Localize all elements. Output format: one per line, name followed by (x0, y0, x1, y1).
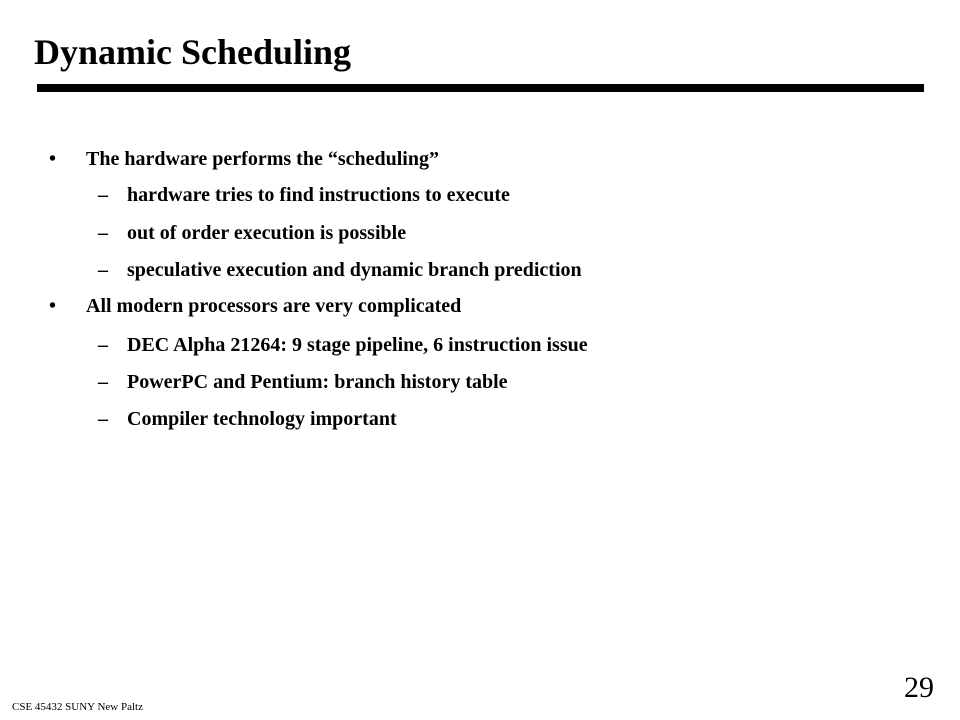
sub-point-speculative-execution (98, 258, 582, 282)
sub-point-find-instructions (98, 183, 510, 207)
sub-point-dec-alpha (98, 333, 588, 357)
bullet-point-modern-processors (49, 294, 462, 318)
slide-number: 29 (904, 671, 934, 704)
sub-point-text: out of order execution is possible (127, 222, 407, 244)
bullet-marker: • (49, 148, 57, 170)
course-footer: CSE 45432 SUNY New Paltz (12, 701, 143, 713)
sub-point-text: speculative execution and dynamic branch prediction (127, 259, 582, 281)
slide-title: Dynamic Scheduling (34, 32, 352, 72)
sub-point-compiler-technology (98, 407, 397, 431)
dash-marker: – (98, 371, 108, 393)
sub-point-powerpc-pentium (98, 370, 508, 394)
dash-marker: – (98, 259, 108, 281)
sub-point-out-of-order (98, 221, 407, 245)
dash-marker: – (98, 408, 108, 430)
sub-point-text: PowerPC and Pentium: branch history table (127, 371, 508, 393)
title-divider (37, 84, 924, 92)
sub-point-text: hardware tries to find instructions to execute (127, 184, 510, 206)
dash-marker: – (98, 184, 108, 206)
dash-marker: – (98, 334, 108, 356)
bullet-text: The hardware performs the “scheduling” (86, 148, 439, 170)
bullet-point-hardware-scheduling (49, 147, 439, 171)
sub-point-text: Compiler technology important (127, 408, 397, 430)
bullet-marker: • (49, 295, 57, 317)
sub-point-text: DEC Alpha 21264: 9 stage pipeline, 6 instruction issue (127, 334, 588, 356)
bullet-text: All modern processors are very complicated (86, 295, 462, 317)
dash-marker: – (98, 222, 108, 244)
